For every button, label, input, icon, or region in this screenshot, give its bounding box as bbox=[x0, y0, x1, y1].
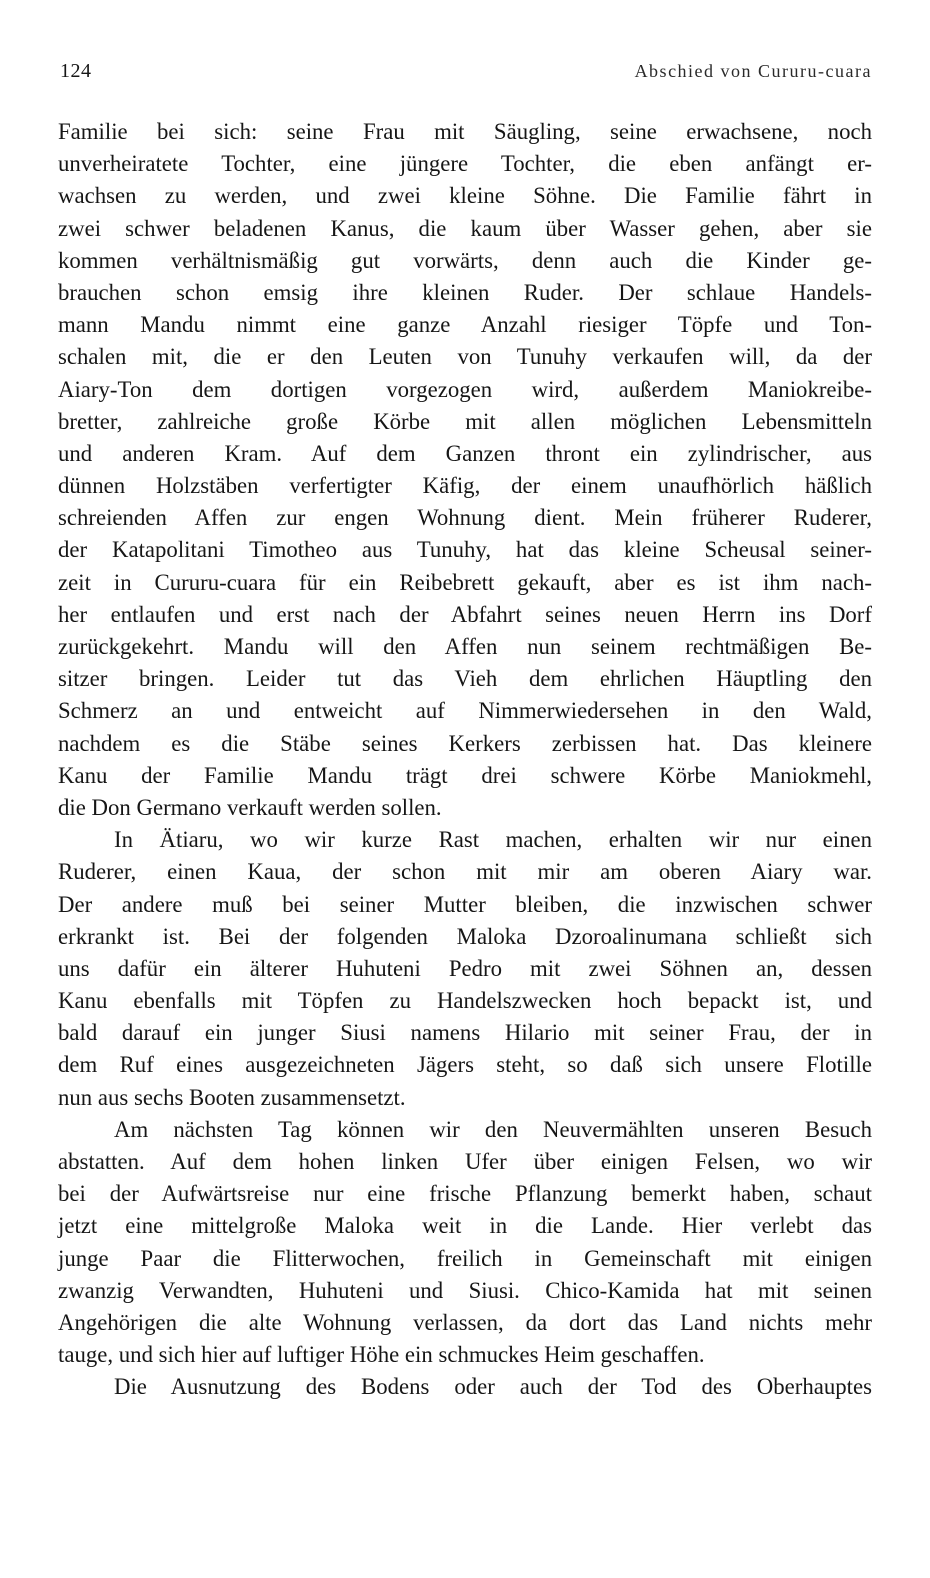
text-line: jetzt eine mittelgroße Maloka weit in die Lande. Hier verlebt das bbox=[58, 1213, 872, 1239]
page-header bbox=[60, 60, 872, 92]
text-line: zurückgekehrt. Mandu will den Affen nun seinem rechtmäßigen Be- bbox=[58, 634, 872, 659]
page-number: 124 bbox=[60, 60, 92, 82]
paragraph bbox=[58, 1371, 872, 1403]
text-line: zeit in Cururu-cuara für ein Reibebrett gekauft, aber es ist ihm nach- bbox=[58, 569, 872, 595]
body-text bbox=[58, 116, 872, 1404]
text-line: bald darauf ein junger Siusi namens Hilario mit seiner Frau, der in bbox=[58, 1020, 872, 1046]
text-line: Kanu der Familie Mandu trägt drei schwere Körbe Maniokmehl, bbox=[58, 762, 872, 788]
text-line: zwei schwer beladenen Kanus, die kaum über Wasser gehen, aber sie bbox=[58, 215, 872, 241]
text-line: Die Ausnutzung des Bodens oder auch der Tod des Oberhauptes bbox=[114, 1374, 872, 1400]
text-line: dünnen Holzstäben verfertigter Käfig, der einem unaufhörlich häßlich bbox=[58, 473, 872, 499]
paragraph bbox=[58, 824, 872, 1114]
text-line: uns dafür ein älterer Huhuteni Pedro mit zwei Söhnen an, dessen bbox=[58, 955, 872, 981]
running-title: Abschied von Cururu-cuara bbox=[634, 61, 872, 81]
text-line: junge Paar die Flitterwochen, freilich in Gemeinschaft mit einigen bbox=[58, 1245, 872, 1271]
text-line: her entlaufen und erst nach der Abfahrt seines neuen Herrn ins Dorf bbox=[58, 601, 872, 627]
text-line: erkrankt ist. Bei der folgenden Maloka Dzoroalinumana schließt sich bbox=[58, 923, 872, 949]
text-line: Der andere muß bei seiner Mutter bleiben, die inzwischen schwer bbox=[58, 891, 872, 917]
paragraph bbox=[58, 1114, 872, 1372]
text-line: schreienden Affen zur engen Wohnung dient. Mein früherer Ruderer, bbox=[58, 505, 872, 531]
text-line: mann Mandu nimmt eine ganze Anzahl riesiger Töpfe und Ton- bbox=[58, 312, 872, 338]
text-line: schalen mit, die er den Leuten von Tunuhy verkaufen will, da der bbox=[58, 344, 872, 370]
text-line: bei der Aufwärtsreise nur eine frische Pflanzung bemerkt haben, schaut bbox=[58, 1181, 872, 1207]
text-line: sitzer bringen. Leider tut das Vieh dem ehrlichen Häuptling den bbox=[58, 666, 872, 692]
text-line: dem Ruf eines ausgezeichneten Jägers steht, so daß sich unsere Flotille bbox=[58, 1052, 872, 1078]
paragraph bbox=[58, 116, 872, 824]
text-line: kommen verhältnismäßig gut vorwärts, denn auch die Kinder ge- bbox=[58, 247, 872, 273]
text-line: unverheiratete Tochter, eine jüngere Tochter, die eben anfängt er- bbox=[58, 151, 872, 177]
text-line: Am nächsten Tag können wir den Neuvermählten unseren Besuch bbox=[114, 1116, 872, 1142]
text-line: Ruderer, einen Kaua, der schon mit mir am oberen Aiary war. bbox=[58, 859, 872, 885]
text-line: brauchen schon emsig ihre kleinen Ruder. Der schlaue Handels- bbox=[58, 279, 872, 305]
text-line: und anderen Kram. Auf dem Ganzen thront ein zylindrischer, aus bbox=[58, 440, 872, 466]
text-line: nun aus sechs Booten zusammensetzt. bbox=[58, 1084, 406, 1110]
text-line: abstatten. Auf dem hohen linken Ufer über einigen Felsen, wo wir bbox=[58, 1149, 872, 1174]
text-line: nachdem es die Stäbe seines Kerkers zerbissen hat. Das kleinere bbox=[58, 730, 872, 756]
text-line: die Don Germano verkauft werden sollen. bbox=[58, 794, 442, 820]
text-line: Familie bei sich: seine Frau mit Säugling, seine erwachsene, noch bbox=[58, 119, 872, 144]
text-line: zwanzig Verwandten, Huhuteni und Siusi. Chico-Kamida hat mit seinen bbox=[58, 1277, 872, 1303]
text-line: Aiary-Ton dem dortigen vorgezogen wird, außerdem Maniokreibe- bbox=[58, 376, 872, 402]
text-line: tauge, und sich hier auf luftiger Höhe ein schmuckes Heim geschaffen. bbox=[58, 1342, 705, 1368]
text-line: In Ätiaru, wo wir kurze Rast machen, erhalten wir nur einen bbox=[114, 827, 872, 853]
text-line: wachsen zu werden, und zwei kleine Söhne. Die Familie fährt in bbox=[58, 183, 872, 209]
text-line: Schmerz an und entweicht auf Nimmerwiedersehen in den Wald, bbox=[58, 698, 872, 724]
text-line: Angehörigen die alte Wohnung verlassen, da dort das Land nichts mehr bbox=[58, 1309, 872, 1335]
text-line: bretter, zahlreiche große Körbe mit allen möglichen Lebensmitteln bbox=[58, 408, 872, 434]
text-line: Kanu ebenfalls mit Töpfen zu Handelszwecken hoch bepackt ist, und bbox=[58, 988, 872, 1014]
text-line: der Katapolitani Timotheo aus Tunuhy, hat das kleine Scheusal seiner- bbox=[58, 537, 872, 563]
